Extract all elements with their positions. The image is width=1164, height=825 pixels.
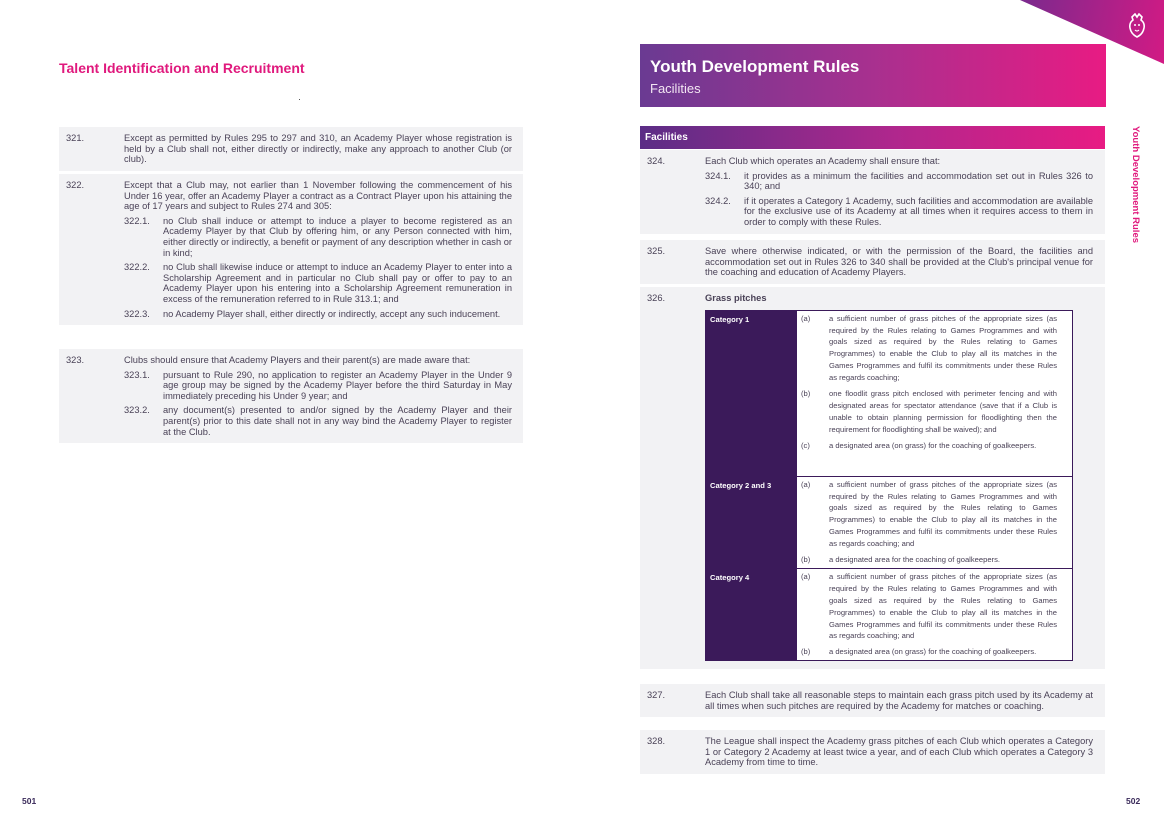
item-text: a sufficient number of grass pitches of the appropriate sizes (as required by the Rules relating to Games Programmes and with goals sized as required by the Rules relating to Games Programmes) to enable the Club to play all its matches in the Games Programmes and fulfil its commitments under these Rules as regards coaching; and: [829, 571, 1057, 641]
sub-rule-text: no Academy Player shall, either directly or indirectly, accept any such inducement.: [163, 308, 501, 319]
rule-327: [640, 684, 1105, 717]
lion-crest-icon: [1126, 13, 1148, 39]
rule-text: Each Club which operates an Academy shall ensure that:: [705, 156, 941, 166]
list-item: [797, 646, 1057, 658]
sub-rule-text: pursuant to Rule 290, no application to register an Academy Player in the Under 9 age group may be signed by the Academy Player before the third Saturday in May immediately preceding his Under 9 year; and: [163, 369, 512, 401]
item-text: a sufficient number of grass pitches of the appropriate sizes (as required by the Rules relating to Games Programmes and with goals sized as required by the Rules relating to Games Programmes) to enable the Club to play all its matches in the Games Programmes and fulfil its commitments under these Rules as regards coaching; and: [829, 479, 1057, 549]
rule-text: Except as permitted by Rules 295 to 297 and 310, an Academy Player whose registration is held by a Club shall not, either directly or indirectly, make any approach to another Club (or club).: [124, 133, 512, 165]
rule-number: 326.: [647, 293, 666, 303]
table-row: [706, 310, 1073, 476]
item-label: (b): [801, 389, 811, 399]
list-item: [797, 440, 1057, 452]
list-item: [797, 388, 1057, 436]
rule-325: [640, 240, 1105, 284]
table-row: [706, 568, 1073, 660]
sub-rule-number: 322.1.: [124, 215, 150, 226]
sub-rule-number: 322.2.: [124, 262, 150, 273]
item-text: a designated area (on grass) for the coaching of goalkeepers.: [829, 647, 1037, 657]
rule-326: [640, 287, 1105, 669]
sub-rule-text: if it operates a Category 1 Academy, such facilities and accommodation are available for the exclusive use of its Academy at all times when it requires access to them in order to comply with these Rules.: [744, 195, 1093, 227]
sub-rule-text: no Club shall induce or attempt to induce a player to become registered as an Academy Player by that Club by offering him, or any Person connected with him, either directly or indirectly, a benefit or payment of any description whether in cash or in kind;: [163, 215, 512, 258]
rule-323: [59, 349, 523, 443]
rule-number: 328.: [647, 736, 666, 746]
sub-rule: [124, 405, 512, 437]
sub-rule-number: 324.1.: [705, 170, 731, 181]
category-cell: Category 2 and 3: [706, 476, 798, 568]
sub-rule: [124, 309, 512, 320]
rule-number: 321.: [66, 133, 85, 143]
page-title: Talent Identification and Recruitment: [59, 60, 305, 76]
table-row: [706, 476, 1073, 568]
item-label: (a): [801, 479, 811, 489]
list-item: [797, 313, 1057, 384]
grass-pitches-table: [705, 310, 1073, 662]
facilities-bar: Facilities: [640, 126, 1105, 149]
sub-rule-text: any document(s) presented to and/or signed by the Academy Player and their parent(s) prior to this date shall not in any way bind the Academy Player to register at the Club.: [163, 405, 512, 437]
item-label: (b): [801, 647, 811, 657]
sub-rule-number: 322.3.: [124, 308, 150, 319]
rule-number: 327.: [647, 690, 666, 700]
sub-rule: [705, 196, 1093, 228]
item-text: a designated area (on grass) for the coaching of goalkeepers.: [829, 440, 1037, 450]
category-cell: Category 1: [706, 310, 798, 476]
rule-number: 324.: [647, 156, 666, 166]
rule-text: Clubs should ensure that Academy Players and their parent(s) are made aware that:: [124, 355, 471, 365]
item-text: a designated area for the coaching of goalkeepers.: [829, 555, 1000, 565]
header-subtitle: Facilities: [650, 81, 701, 96]
item-label: (a): [801, 571, 811, 581]
rule-text: Each Club shall take all reasonable steps to maintain each grass pitch used by its Academy at all times when such pitches are required by the Academy for matches or coaching.: [705, 690, 1093, 711]
rule-text: Save where otherwise indicated, or with the permission of the Board, the facilities and accommodation set out in Rules 326 to 340 shall be provided at the Club's principal venue for the coaching and education of Academy Players.: [705, 246, 1093, 278]
sub-rule: [705, 171, 1093, 192]
sub-rule-number: 324.2.: [705, 195, 731, 206]
page-number-left: 501: [22, 796, 37, 806]
stray-dot: [299, 99, 300, 100]
header-title: Youth Development Rules: [650, 57, 860, 76]
item-text: one floodlit grass pitch enclosed with perimeter fencing and with designated areas for spectator attendance (save that if a Club is unable to obtain planning permission for floodlighting then the requirement for floodlighting shall be waived); and: [829, 389, 1057, 434]
rule-text: Except that a Club may, not earlier than 1 November following the commencement of his Under 16 year, offer an Academy Player a contract as a Contract Player upon his attaining the age of 17 years and subject to Rules 274 and 305:: [124, 180, 512, 212]
rule-321: [59, 127, 523, 171]
sub-rule: [124, 216, 512, 258]
sub-rule-number: 323.1.: [124, 369, 150, 380]
rule-text: The League shall inspect the Academy grass pitches of each Club which operates a Category 1 or Category 2 Academy at least twice a year, and of each Club which operates a Category 3 Academy from time to time.: [705, 736, 1093, 768]
rule-number: 325.: [647, 246, 666, 256]
sub-rule-text: it provides as a minimum the facilities and accommodation set out in Rules 326 to 340; and: [744, 170, 1093, 192]
item-text: a sufficient number of grass pitches of the appropriate sizes (as required by the Rules relating to Games Programmes and with goals sized as required by the Rules relating to Games Programmes) to enable the Club to play all its matches in the Games Programmes and fulfil its commitments under these Rules as regards coaching;: [829, 313, 1057, 383]
sub-rule-text: no Club shall likewise induce or attempt to induce an Academy Player to enter into a Scholarship Agreement and in particular no Club shall pay or offer to pay to an Academy Player upon his entering into a Scholarship Agreement remuneration in excess of the remuneration referred to in Rule 313.1; and: [163, 262, 512, 304]
item-label: (c): [801, 440, 810, 450]
list-item: [797, 479, 1057, 550]
rule-328: [640, 730, 1105, 774]
side-label: Youth Development Rules: [1130, 126, 1141, 244]
rule-324: [640, 150, 1105, 234]
page-number-right: 502: [1126, 796, 1141, 806]
sub-rule: [124, 370, 512, 402]
list-item: [797, 571, 1057, 642]
rule-number: 323.: [66, 355, 85, 365]
sub-rule-number: 323.2.: [124, 405, 150, 416]
list-item: [797, 554, 1057, 566]
sub-rule: [124, 262, 512, 304]
rule-322: [59, 174, 523, 325]
item-label: (b): [801, 555, 811, 565]
section-header: [640, 44, 1106, 107]
category-cell: Category 4: [706, 568, 798, 660]
item-label: (a): [801, 313, 811, 323]
rule-number: 322.: [66, 180, 85, 190]
rule-heading: Grass pitches: [705, 293, 767, 303]
